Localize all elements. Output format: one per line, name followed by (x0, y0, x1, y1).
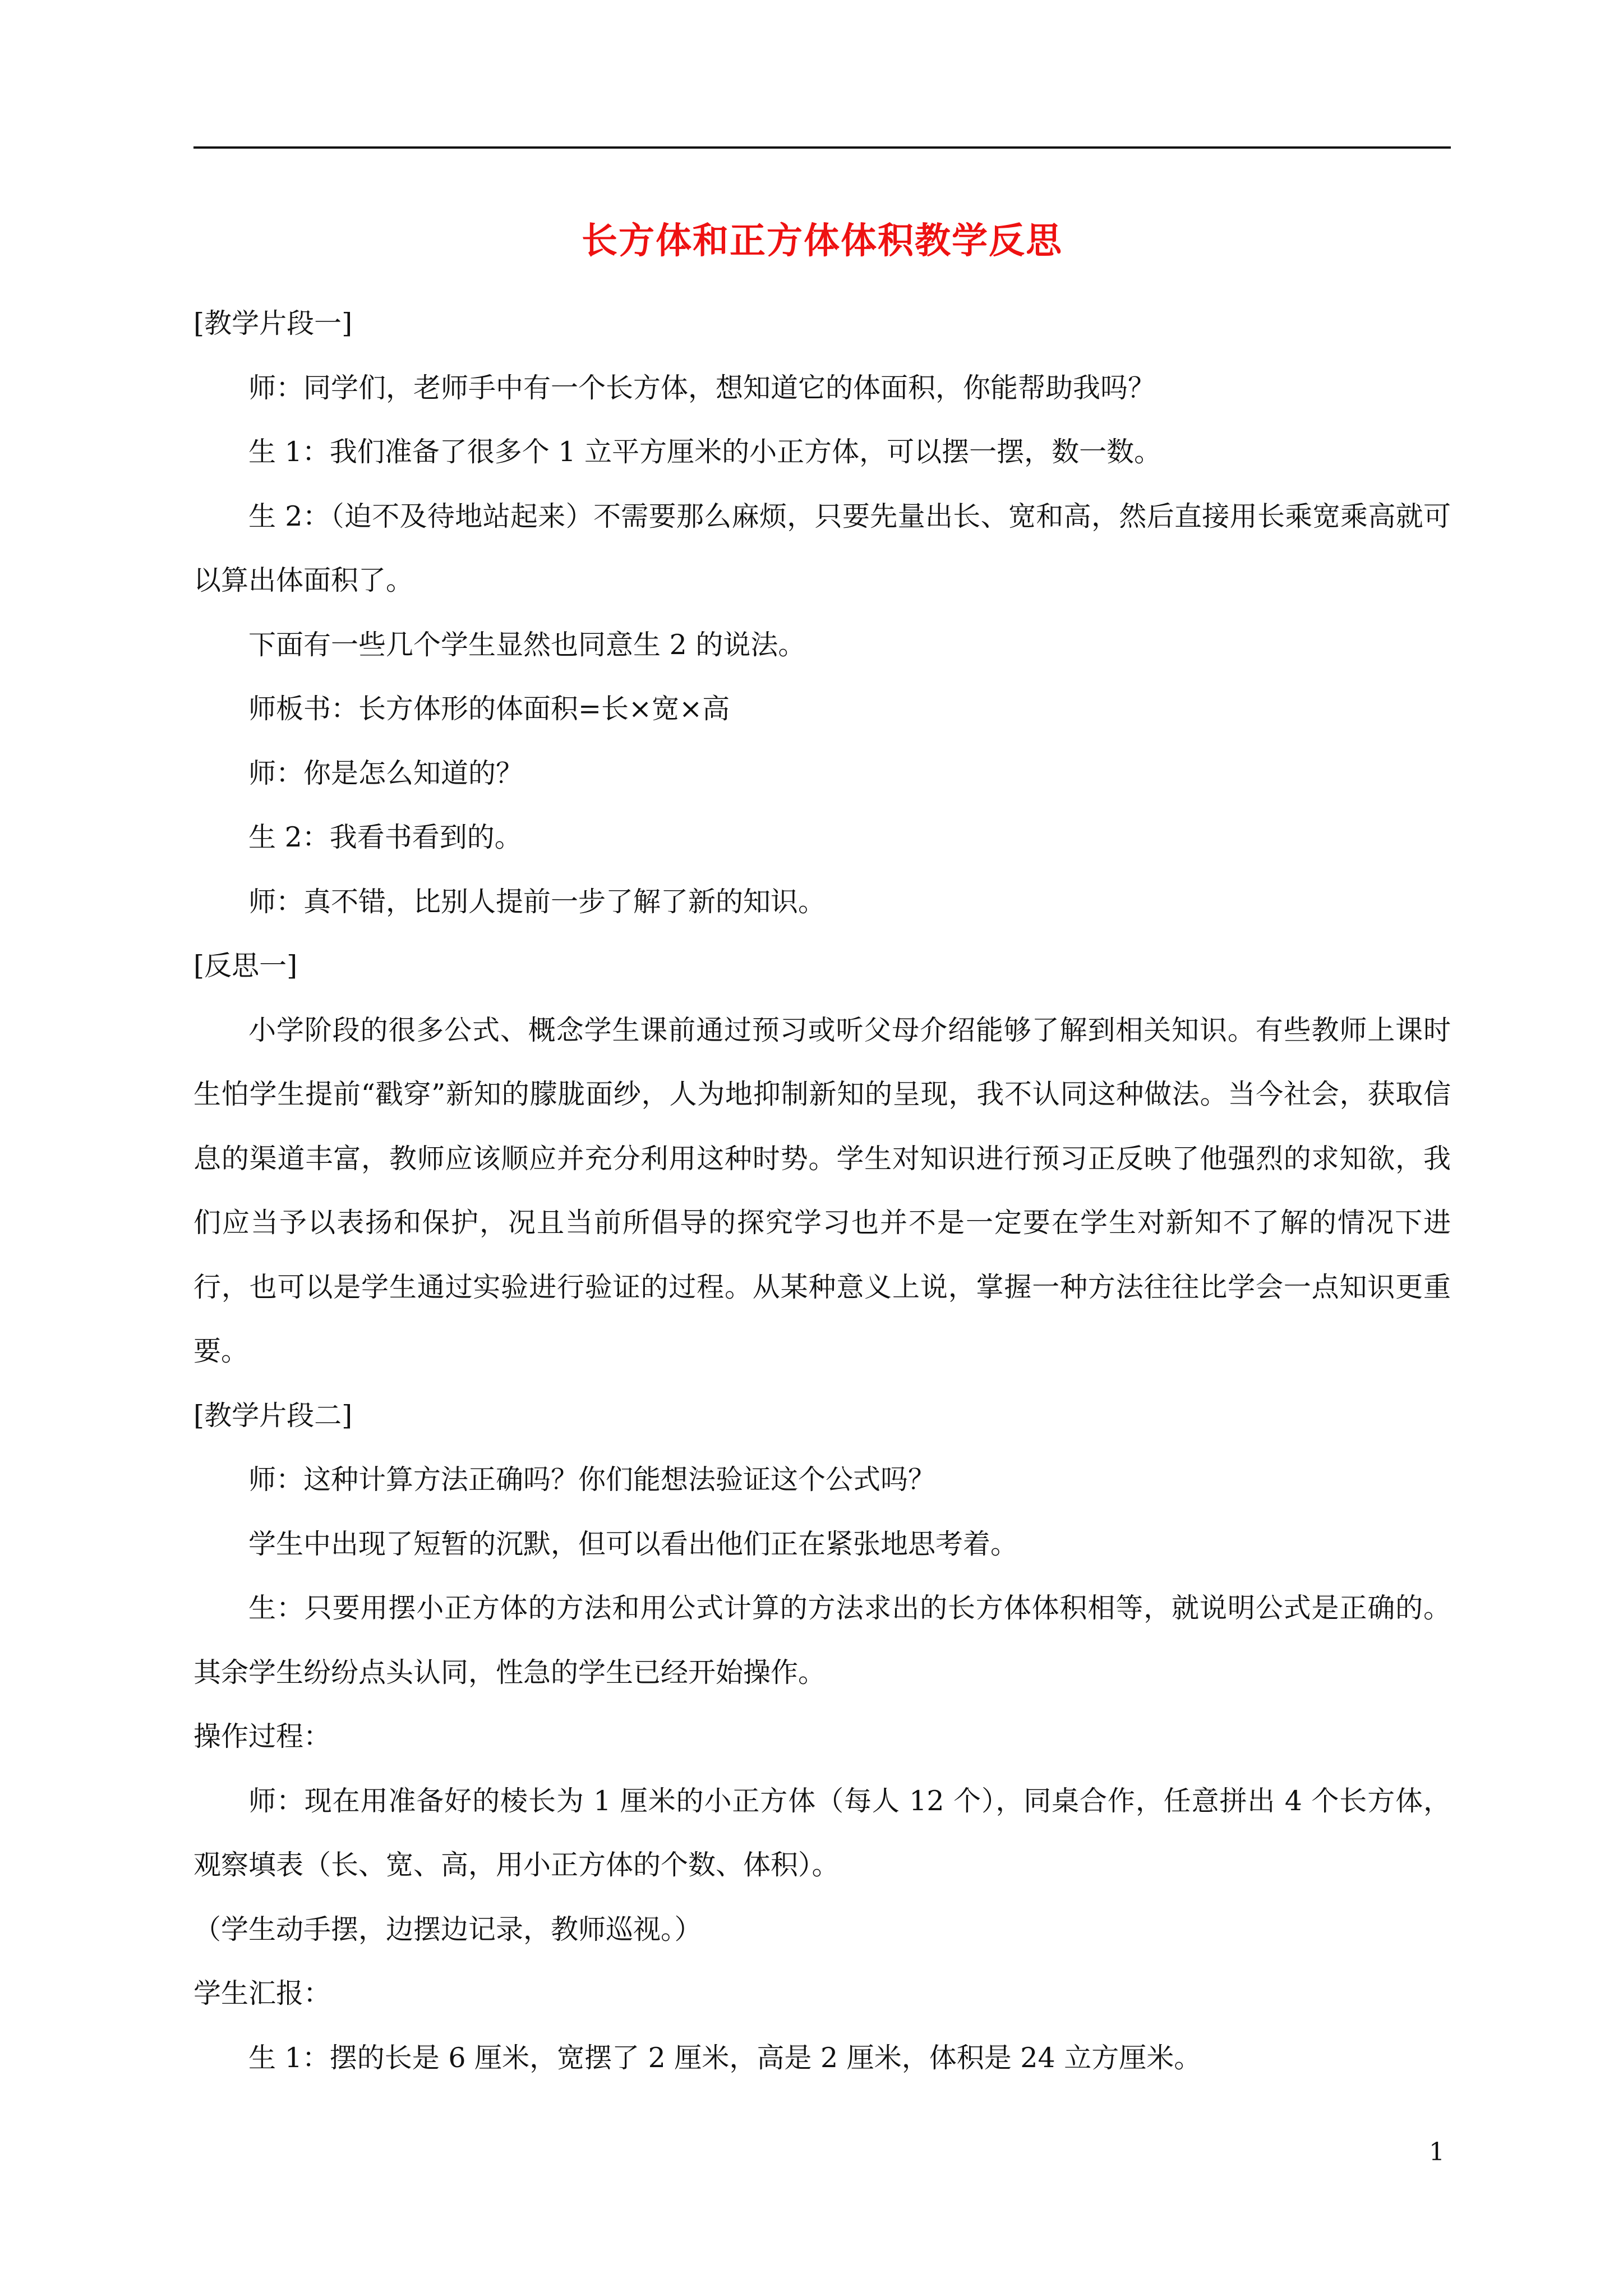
subheading-operation: 操作过程： (193, 1720, 331, 1752)
paragraph: 生 2：（迫不及待地站起来）不需要那么麻烦，只要先量出长、宽和高，然后直接用长乘宽乘高就可以算出体面积了。 (193, 500, 1451, 596)
paragraph: 师：同学们，老师手中有一个长方体，想知道它的体面积，你能帮助我吗？ (248, 371, 1156, 404)
paragraph: 师：现在用准备好的棱长为 1 厘米的小正方体（每人 12 个），同桌合作，任意拼出 4 个长方体，观察填表（长、宽、高，用小正方体的个数、体积）。 (193, 1784, 1451, 1881)
section-label-1: [教学片段一] (193, 307, 353, 339)
document-title: 长方体和正方体体积教学反思 (582, 220, 1063, 262)
reflection-paragraph: 小学阶段的很多公式、概念学生课前通过预习或听父母介绍能够了解到相关知识。有些教师上课时生怕学生提前“戳穿”新知的朦胧面纱，人为地抑制新知的呈现，我不认同这种做法。当今社会，获取信息的渠道丰富，教师应该顺应并充分利用这种时势。学生对知识进行预习正反映了他强烈的求知欲，我们应当予以表扬和保护，况且当前所倡导的探究学习也并不是一定要在学生对新知不了解的情况下进行，也可以是学生通过实验进行验证的过程。从某种意义上说，掌握一种方法往往比学会一点知识更重要。 (193, 1014, 1451, 1367)
page-number: 1 (1429, 2138, 1445, 2166)
document-body (193, 292, 1451, 2090)
section-label-reflection-1: [反思一] (193, 950, 298, 982)
paragraph: 师：你是怎么知道的？ (248, 757, 524, 789)
paragraph: 下面有一些几个学生显然也同意生 2 的说法。 (248, 628, 806, 661)
paragraph: 生 1：我们准备了很多个 1 立平方厘米的小正方体，可以摆一摆，数一数。 (248, 436, 1162, 468)
paragraph: 师板书：长方体形的体面积=长×宽×高 (248, 693, 730, 725)
header-rule (193, 146, 1451, 149)
paragraph: 生 1：摆的长是 6 厘米，宽摆了 2 厘米，高是 2 厘米，体积是 24 立方厘米。 (248, 2041, 1202, 2074)
paragraph: 生：只要用摆小正方体的方法和用公式计算的方法求出的长方体体积相等，就说明公式是正确的。其余学生纷纷点头认同，性急的学生已经开始操作。 (193, 1592, 1451, 1688)
section-label-2: [教学片段二] (193, 1399, 353, 1432)
paragraph: 学生中出现了短暂的沉默，但可以看出他们正在紧张地思考着。 (248, 1527, 1018, 1560)
paragraph: 师：真不错，比别人提前一步了解了新的知识。 (248, 885, 826, 918)
paragraph: 师：这种计算方法正确吗？你们能想法验证这个公式吗？ (248, 1464, 936, 1496)
paragraph: （学生动手摆，边摆边记录，教师巡视。） (193, 1913, 702, 1945)
subheading-report: 学生汇报： (193, 1977, 331, 2009)
paragraph: 生 2：我看书看到的。 (248, 821, 522, 853)
